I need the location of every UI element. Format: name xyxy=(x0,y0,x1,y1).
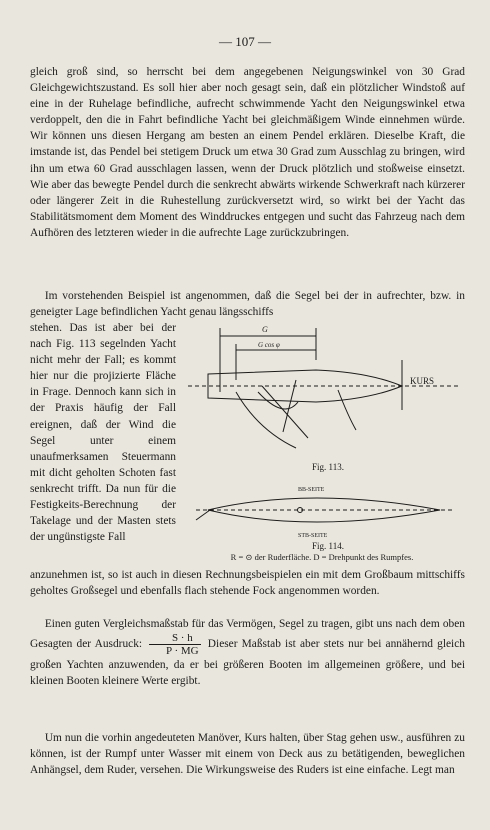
paragraph-3-lead: Einen guten Vergleichsmaßstab für das Vermögen, Segel zu tragen, gibt uns nach dem oben Gesagten der Ausdruck: xyxy=(30,618,465,651)
fig113-label-kurs: KURS xyxy=(410,376,435,386)
fig113-label-gcos: G cos φ xyxy=(258,341,280,349)
page-number: — 107 — xyxy=(219,34,271,49)
paragraph-2-narrow-column: stehen. Das ist aber bei der nach Fig. 113 segelnden Yacht nicht mehr der Fall; es kommt hier nur die projizierte Fläche in Frage. Dennoch kann sich in der Praxis häufig der Fall ereignen, daß der Wind die Segel unter einem unaufmerksamen Steuermann mit dicht geholten Schoten fast senkrecht trifft. Da nun für die Festigkeits-Berechnung der Takelage und der Masten stets der ungünstigste Fall xyxy=(30,322,176,544)
fig113-caption: Fig. 113. xyxy=(312,462,344,472)
figure-113 xyxy=(188,320,458,460)
paragraph-3 xyxy=(30,616,465,689)
figure-114 xyxy=(190,484,460,542)
paragraph-4: Um nun die vorhin angedeuteten Manöver, Kurs halten, über Stag gehen usw., ausführen zu können, ist der Rumpf unter Wasser mit einem von Deck aus zu betätigenden, beweglichen Anhängsel, dem Ruder, versehen. Die Wirkungsweise des Ruders ist eine einfache. Legt man xyxy=(30,732,465,777)
fig114-label-top: BB-SEITE xyxy=(298,487,325,493)
paragraph-2-intro: Im vorstehenden Beispiel ist angenommen, daß die Segel bei der in aufrechter, bzw. in geneigter Lage befindlichen Yacht genau längsschiffs xyxy=(30,290,465,319)
fig113-label-g: G xyxy=(262,325,268,334)
paragraph-3-tail: Dieser Maßstab ist aber stets nur bei annähernd gleich großen Yachten anzuwenden, da er bei größeren Booten im allgemeinen größere, und bei kleinen Booten kleinere Werte ergibt. xyxy=(30,638,465,688)
formula-numerator: S · h xyxy=(149,632,200,645)
paragraph-2-rest: anzunehmen ist, so ist auch in diesen Rechnungsbeispielen ein mit dem Großbaum mittschiffs geholtes Großsegel und ebenfalls flach stehende Fock angenommen worden. xyxy=(30,569,465,598)
formula-denominator: P · MG xyxy=(166,645,199,658)
fig114-caption: Fig. 114. xyxy=(312,541,344,551)
fig114-legend: R = ⊙ der Ruderfläche. D = Drehpunkt des Rumpfes. xyxy=(230,552,414,562)
formula xyxy=(149,632,200,657)
fig114-label-bottom: STB-SEITE xyxy=(298,533,328,539)
paragraph-1: gleich groß sind, so herrscht bei dem angegebenen Neigungswinkel von 30 Grad Gleichgewichtszustand. Es soll hier aber noch gesagt sein, daß ein plötzlicher Windstoß auf eine in der Ruhelage befindliche, aufrecht schwimmende Yacht den Neigungswinkel etwa verdoppelt, den die in Fahrt befindliche Yacht bei gleichmäßigem Winde einnehmen würde. Wir können uns diesen Hergang am besten an einem Pendel erklären. Dieselbe Kraft, die imstande ist, das Pendel bei stetigem Druck um etwa 30 Grad zum Ausschlag zu bringen, wird ihn um etwa 60 Grad ausschlagen lassen, wenn der Druck plötzlich und stoßweise einsetzt. Wie aber das bewegte Pendel durch die senkrecht abwärts wirkende Schwerkraft nach kürzerer oder längerer Zeit in die Ruhestellung zurückversetzt wird, so wirkt bei der Yacht das Stabilitätsmoment dem Moment des Winddruckes entgegen und sucht das Fahrzeug nach dem Aufhören des letzteren wieder in die aufrechte Lage zurückzubringen. xyxy=(30,66,465,239)
